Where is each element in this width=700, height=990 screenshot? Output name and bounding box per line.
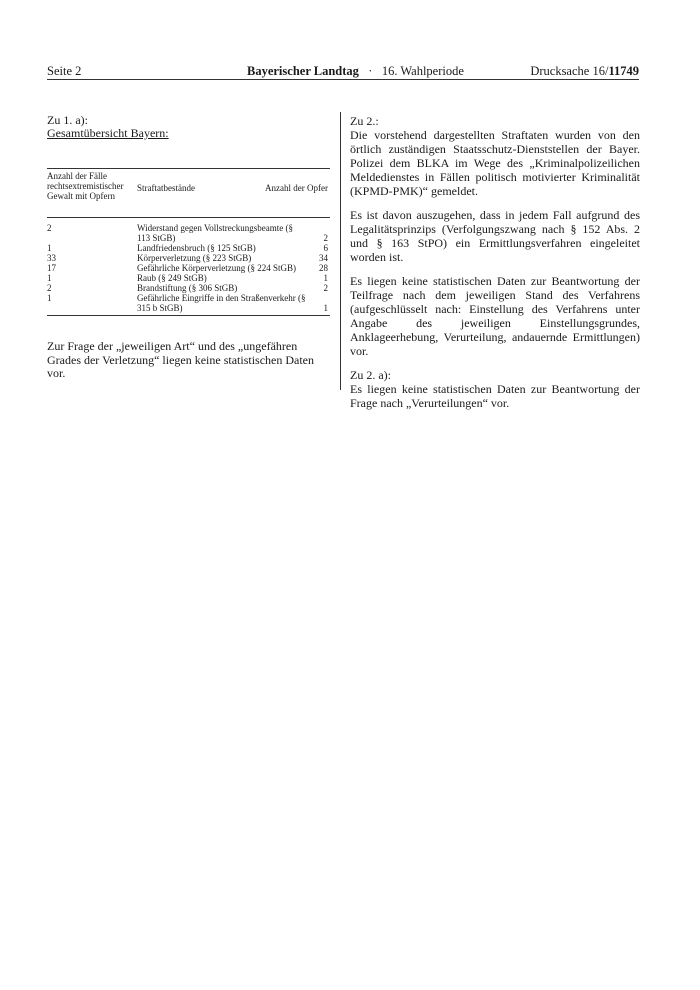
paragraph-procedure-status: Es liegen keine statistischen Daten zur Beantwortung der Teilfrage nach dem jeweiligen Stand des Verfahrens (aufgeschlüsselt nach: Einstellung des Verfahrens unter Angabe des jeweiligen Einstellungsgrundes, Anklageerhebung, Verurteilung, andauernde Ermittlungen) vor.	[350, 274, 640, 358]
cell-cases: 2	[47, 283, 52, 293]
cell-cases: 33	[47, 253, 56, 263]
page-number: Seite 2	[47, 64, 82, 78]
note-paragraph: Zur Frage der „jeweiligen Art“ und des „ungefähren Grades der Verletzung“ liegen keine statistischen Daten vor.	[47, 339, 315, 380]
header-separator: ·	[368, 64, 373, 78]
document-prefix: Drucksache 16/	[530, 64, 609, 78]
cell-offense: Landfriedensbruch (§ 125 StGB)	[137, 243, 256, 253]
legislative-period: 16. Wahlperiode	[381, 64, 464, 78]
cell-cases: 17	[47, 263, 56, 273]
document-number-value: 11749	[608, 64, 639, 78]
paragraph-convictions: Es liegen keine statistischen Daten zur Beantwortung der Frage nach „Verurteilungen“ vor.	[350, 382, 640, 410]
table-header-rule	[47, 217, 330, 218]
cell-offense: Raub (§ 249 StGB)	[137, 273, 207, 283]
paragraph-reporting: Die vorstehend dargestellten Straftaten wurden von den örtlich zuständigen Staatsschutz-Dienststellen der Bayer. Polizei dem BLKA im Wege des „Kriminalpolizeilichen Meldedienstes in Fällen politisch motivierter Kriminalität (KPMD-PMK)“ gemeldet.	[350, 128, 640, 198]
cell-victims: 34	[319, 253, 328, 263]
page-header	[47, 62, 639, 80]
header-victims: Anzahl der Opfer	[265, 183, 328, 193]
parliament-name: Bayerischer Landtag	[247, 64, 359, 78]
cell-victims: 1	[323, 273, 328, 283]
cell-offense: Widerstand gegen Vollstreckungsbeamte (§ 113 StGB)	[137, 223, 294, 243]
table-header	[47, 171, 330, 217]
cell-victims: 28	[319, 263, 328, 273]
left-column	[47, 114, 330, 381]
cell-offense: Gefährliche Eingriffe in den Straßenverkehr (§ 315 b StGB)	[137, 293, 306, 313]
statistics-table	[47, 168, 330, 316]
section-subheading: Gesamtübersicht Bayern:	[47, 126, 169, 140]
cell-victims: 2	[323, 283, 328, 293]
table-row	[47, 283, 330, 293]
right-column	[350, 114, 640, 410]
document-number	[530, 64, 639, 79]
table-row	[47, 293, 330, 313]
cell-offense: Gefährliche Körperverletzung (§ 224 StGB)	[137, 263, 296, 273]
cell-victims: 6	[323, 243, 328, 253]
table-row	[47, 253, 330, 263]
cell-cases: 1	[47, 243, 52, 253]
table-row	[47, 273, 330, 283]
header-cases: Anzahl der Fälle rechtsextremistischer Gewalt mit Opfern	[47, 171, 124, 201]
section-heading-2: Zu 2.:	[350, 114, 379, 128]
table-body	[47, 223, 330, 313]
cell-cases: 1	[47, 293, 52, 303]
table-row	[47, 263, 330, 273]
section-heading-2a: Zu 2. a):	[350, 368, 391, 382]
table-bottom-rule	[47, 315, 330, 316]
section-heading-1a: Zu 1. a):	[47, 113, 88, 127]
cell-offense: Brandstiftung (§ 306 StGB)	[137, 283, 238, 293]
header-offense: Straftatbestände	[137, 183, 195, 193]
column-divider	[340, 112, 341, 390]
cell-offense: Körperverletzung (§ 223 StGB)	[137, 253, 252, 263]
paragraph-legality: Es ist davon auszugehen, dass in jedem Fall aufgrund des Legalitätsprinzips (Verfolgungszwang nach § 152 Abs. 2 und § 163 StPO) ein Ermittlungsverfahren eingeleitet worden ist.	[350, 208, 640, 264]
cell-victims: 2	[323, 233, 328, 243]
cell-cases: 1	[47, 273, 52, 283]
table-top-rule	[47, 168, 330, 169]
cell-victims: 1	[323, 303, 328, 313]
table-row	[47, 243, 330, 253]
table-row	[47, 223, 330, 243]
cell-cases: 2	[47, 223, 52, 233]
header-title	[247, 64, 464, 79]
